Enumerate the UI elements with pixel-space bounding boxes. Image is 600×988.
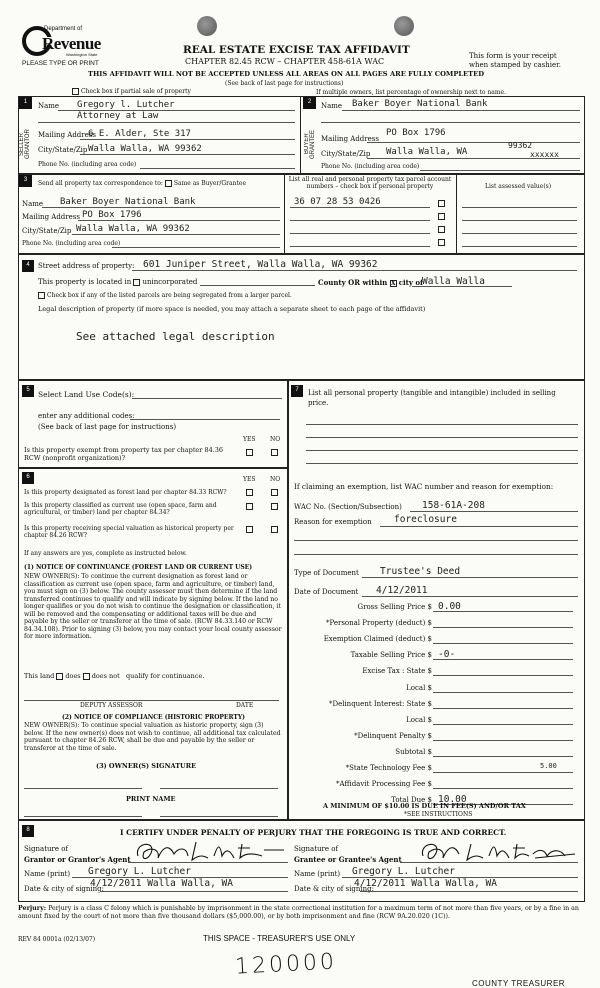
s2-mail-label: Mailing Address bbox=[321, 135, 379, 143]
taxpayer-name[interactable]: Baker Boyer National Bank bbox=[60, 197, 196, 207]
grantee-sig-label: Signature of bbox=[294, 845, 339, 853]
send-correspondence: Send all property tax correspondence to: Same as Buyer/Grantee bbox=[38, 180, 246, 187]
s2-name-label: Name bbox=[321, 102, 343, 110]
fee-row-label: Local $ bbox=[406, 683, 432, 692]
perjury-notice: Perjury: Perjury is a class C felony which is punishable by imprisonment in the state correctional institution for a maximum term of not more than five years, or by a fine in an amount fixed by the court of not more than five thousand dollars ($5,000.00), or by both imprisonment and fine (RCW 9A.20.020 (1C)). bbox=[18, 905, 579, 920]
grantee-agent-label: Grantee or Grantee's Agent bbox=[294, 855, 402, 864]
buyer-grantee-side: BUYER GRANTEE bbox=[304, 129, 316, 159]
treasurer-space: THIS SPACE - TREASURER'S USE ONLY bbox=[203, 934, 356, 943]
handwritten-number: 120000 bbox=[234, 949, 338, 980]
section-4-badge: 4 bbox=[22, 260, 34, 272]
segregated: Check box if any of the listed parcels are being segregated from a larger parcel. bbox=[38, 292, 292, 299]
dept-label: Department of bbox=[44, 26, 83, 32]
section-divider bbox=[300, 96, 301, 174]
grantee-date-label: Date & city of signing: bbox=[294, 885, 375, 893]
forest-yes-checkbox[interactable] bbox=[246, 489, 253, 496]
taxpayer-city-state-zip[interactable]: Walla Walla, WA 99362 bbox=[76, 224, 190, 234]
section-1-badge: 1 bbox=[19, 97, 32, 109]
revenue-logo bbox=[22, 24, 112, 58]
wac-number[interactable]: 158-61A-208 bbox=[422, 500, 485, 511]
s1-phone-label: Phone No. (including area code) bbox=[38, 161, 137, 168]
reason-label: Reason for exemption bbox=[294, 518, 372, 526]
doc-type-label: Type of Document bbox=[294, 569, 359, 577]
grantor-agent-label: Grantor or Grantor's Agent bbox=[24, 855, 131, 864]
parcel-number[interactable]: 36 07 28 53 0426 bbox=[294, 197, 381, 207]
section-3-badge: 3 bbox=[19, 175, 32, 187]
certify-statement: I CERTIFY UNDER PENALTY OF PERJURY THAT THE FOREGOING IS TRUE AND CORRECT. bbox=[120, 828, 507, 837]
property-location: This property is located in unincorporated bbox=[38, 278, 198, 286]
parcel-2-checkbox[interactable] bbox=[438, 213, 445, 220]
taxpayer-mailing-address[interactable]: PO Box 1796 bbox=[82, 210, 142, 220]
wac-label: WAC No. (Section/Subsection) bbox=[294, 503, 402, 511]
form-title: REAL ESTATE EXCISE TAX AFFIDAVIT bbox=[183, 44, 410, 56]
s1-name-label: Name bbox=[38, 102, 60, 110]
forest-no-checkbox[interactable] bbox=[271, 489, 278, 496]
parcel-4-checkbox[interactable] bbox=[438, 239, 445, 246]
grantor-print-name[interactable]: Gregory L. Lutcher bbox=[88, 866, 191, 877]
fee-row-value[interactable]: 0.00 bbox=[438, 601, 461, 612]
does-checkbox[interactable] bbox=[56, 673, 63, 680]
land-use-see: (See back of last page for instructions) bbox=[38, 423, 177, 431]
doc-date-label: Date of Document bbox=[294, 588, 359, 596]
s1-mail-label: Mailing Address bbox=[38, 131, 96, 139]
parcel-3-checkbox[interactable] bbox=[438, 226, 445, 233]
owner-signature-title: (3) OWNER(S) SIGNATURE bbox=[96, 762, 197, 770]
s1-city-label: City/State/Zip bbox=[38, 146, 88, 154]
current-use-yes-checkbox[interactable] bbox=[246, 503, 253, 510]
additional-codes-label: enter any additional codes: bbox=[38, 412, 135, 420]
s6-no: NO bbox=[270, 476, 281, 483]
fee-row-value[interactable]: 10.00 bbox=[438, 794, 467, 806]
fee-row-label: Subtotal $ bbox=[395, 747, 432, 756]
fee-row-label: Total Due $ bbox=[391, 796, 432, 805]
minimum-due: A MINIMUM OF $10.00 IS DUE IN FEE(S) AND/OR TAX bbox=[323, 802, 526, 810]
fee-row-label: *State Technology Fee $ bbox=[345, 764, 432, 772]
fee-row-value[interactable]: -0- bbox=[438, 649, 456, 661]
state-label: Washington State bbox=[66, 52, 98, 57]
grantor-date-label: Date & city of signing: bbox=[24, 885, 105, 893]
s2-city-label: City/State/Zip bbox=[321, 150, 371, 158]
property-city[interactable]: Walla Walla bbox=[422, 276, 485, 287]
please-type: PLEASE TYPE OR PRINT bbox=[22, 60, 99, 67]
fee-row-label: *Delinquent Penalty $ bbox=[354, 731, 432, 740]
form-chapter: CHAPTER 82.45 RCW – CHAPTER 458-61A WAC bbox=[185, 57, 385, 66]
fee-row-label: Gross Selling Price $ bbox=[357, 603, 432, 611]
notice-continuance-body: NEW OWNER(S): To continue the current designation as forest land or classification as current use (open space, farm and agriculture, or timber) land, you must sign on (3) below. The county assessor must then determine if the land transferred continues to qualify and will indicate by signing below. If the land no longer qualifies or you do not wish to continue the designation or classification, it will be removed and the compensating or additional taxes will be due and payable by the seller or transferor at the time of sale. (RCW 84.33.140 or RCW 84.34.108). Prior to signing (3) below, you may contact your local county assessor for more information. bbox=[24, 573, 282, 640]
legal-description-label: Legal description of property (if more space is needed, you may attach a separate sheet to each page of the affidavit) bbox=[38, 305, 426, 313]
s3-name-label: Name bbox=[22, 200, 44, 208]
fee-row-label: *Affidavit Processing Fee $ bbox=[336, 780, 432, 789]
deputy-assessor: DEPUTY ASSESSOR bbox=[80, 702, 143, 709]
claim-exemption-label: If claiming an exemption, list WAC number and reason for exemption: bbox=[294, 482, 554, 491]
section-6-badge: 6 bbox=[22, 472, 34, 484]
revision-code: REV 84 0001a (02/13/07) bbox=[18, 936, 96, 943]
exempt-yes-checkbox[interactable] bbox=[246, 449, 253, 456]
assessed-header: List assessed value(s) bbox=[485, 183, 552, 190]
seller-grantor-side: SELLER GRANTOR bbox=[19, 129, 31, 159]
exemption-reason[interactable]: foreclosure bbox=[394, 514, 457, 525]
s3-phone-label: Phone No. (including area code) bbox=[22, 240, 121, 247]
buyer-zip-overstrike: 99362 bbox=[508, 141, 533, 150]
partial-sale-checkbox[interactable] bbox=[72, 88, 79, 95]
receipt-line1: This form is your receipt bbox=[469, 52, 557, 60]
historic-question: Is this property receiving special valuation as historical property per chapter 84.26 RCW? bbox=[24, 525, 234, 539]
county-or-within: County OR within X city of bbox=[318, 278, 424, 287]
land-use-label: Select Land Use Code(s): bbox=[38, 390, 135, 399]
continuance-line: This land does does not qualify for continuance. bbox=[24, 672, 205, 680]
multiple-owners: If multiple owners, list percentage of ownership next to name. bbox=[316, 89, 507, 96]
fee-row-label: *Personal Property (deduct) $ bbox=[325, 619, 432, 628]
s5-no: NO bbox=[270, 436, 281, 443]
fee-row-label: Local $ bbox=[406, 715, 432, 724]
does-not-checkbox[interactable] bbox=[83, 673, 90, 680]
see-instructions: (See back of last page for instructions) bbox=[225, 80, 344, 87]
section-7-frame bbox=[288, 380, 585, 820]
personal-property-label: List all personal property (tangible and intangible) included in selling price. bbox=[308, 389, 556, 407]
fee-row-label: Taxable Selling Price $ bbox=[350, 651, 432, 660]
property-street-address[interactable]: 601 Juniper Street, Walla Walla, WA 99362 bbox=[143, 259, 378, 270]
historic-no-checkbox[interactable] bbox=[271, 526, 278, 533]
parcel-1-checkbox[interactable] bbox=[438, 200, 445, 207]
s2-phone-label: Phone No. (including area code) bbox=[321, 163, 420, 170]
punch-hole-right bbox=[394, 16, 414, 36]
buyer-zip-strikeout: xxxxxx bbox=[530, 150, 559, 159]
if-any-yes: If any answers are yes, complete as instructed below. bbox=[24, 550, 187, 557]
seller-mailing-address[interactable]: 6 E. Alder, Ste 317 bbox=[88, 129, 191, 139]
fee-row-label: *Delinquent Interest: State $ bbox=[328, 699, 432, 708]
deputy-date: DATE bbox=[236, 702, 254, 709]
grantor-signature bbox=[130, 838, 290, 864]
notice-compliance-body: NEW OWNER(S): To continue special valuation as historic property, sign (3) below. If the new owner(s) does not wish to continue, all additional tax calculated pursuant to chapter 84.26 RCW, shall be due and payable by the seller or transferor at the time of sale. bbox=[24, 722, 281, 752]
legal-description[interactable]: See attached legal description bbox=[76, 330, 275, 343]
within-city-checkbox[interactable]: X bbox=[390, 279, 396, 287]
exempt-question: Is this property exempt from property tax per chapter 84.36 RCW (nonprofit organization)? bbox=[24, 446, 224, 462]
section-4-frame bbox=[18, 254, 585, 380]
section-5-badge: 5 bbox=[22, 385, 34, 397]
revenue-wordmark: Revenue bbox=[42, 34, 101, 53]
seller-name[interactable]: Gregory l. Lutcher bbox=[77, 100, 175, 110]
fee-row-value[interactable]: 5.00 bbox=[540, 762, 557, 770]
section-7-badge: 7 bbox=[291, 385, 303, 397]
seller-name-line2[interactable]: Attorney at Law bbox=[77, 111, 159, 121]
document-type[interactable]: Trustee's Deed bbox=[380, 566, 461, 577]
historic-yes-checkbox[interactable] bbox=[246, 526, 253, 533]
notice-continuance-title: (1) NOTICE OF CONTINUANCE (FOREST LAND OR CURRENT USE) bbox=[24, 564, 253, 571]
parcel-header: List all real and personal property tax parcel account numbers – check box if personal property bbox=[288, 176, 452, 190]
section-2-badge: 2 bbox=[303, 97, 316, 109]
section-8-badge: 8 bbox=[22, 825, 34, 837]
same-as-buyer-checkbox[interactable] bbox=[165, 180, 172, 187]
punch-hole-left bbox=[197, 16, 217, 36]
seller-city-state-zip[interactable]: Walla Walla, WA 99362 bbox=[88, 144, 202, 154]
grantor-name-label: Name (print) bbox=[24, 870, 71, 878]
s3-city-label: City/State/Zip bbox=[22, 227, 72, 235]
partial-sale: Check box if partial sale of property bbox=[72, 88, 191, 95]
fee-row-label: Exemption Claimed (deduct) $ bbox=[323, 635, 432, 644]
county-treasurer: COUNTY TREASURER bbox=[472, 979, 566, 988]
segregated-checkbox[interactable] bbox=[38, 292, 45, 299]
unincorporated-checkbox[interactable] bbox=[133, 279, 140, 286]
buyer-name[interactable]: Baker Boyer National Bank bbox=[352, 99, 488, 109]
print-name: PRINT NAME bbox=[126, 795, 176, 803]
grantor-sig-label: Signature of bbox=[24, 845, 69, 853]
grantor-date-city[interactable]: 4/12/2011 Walla Walla, WA bbox=[90, 878, 233, 889]
s5-yes: YES bbox=[243, 436, 256, 443]
see-star-instructions: *SEE INSTRUCTIONS bbox=[404, 811, 473, 818]
current-use-no-checkbox[interactable] bbox=[271, 503, 278, 510]
document-date[interactable]: 4/12/2011 bbox=[376, 585, 428, 596]
street-label: Street address of property: bbox=[38, 262, 135, 270]
grantee-name-label: Name (print) bbox=[294, 870, 341, 878]
exempt-no-checkbox[interactable] bbox=[271, 449, 278, 456]
buyer-city-state[interactable]: Walla Walla, WA bbox=[386, 147, 468, 157]
fee-row-label: Excise Tax : State $ bbox=[362, 667, 432, 676]
current-use-question: Is this property classified as current use (open space, farm and agricultural, or timber) land per chapter 84.34? bbox=[24, 502, 217, 516]
grantee-date-city[interactable]: 4/12/2011 Walla Walla, WA bbox=[354, 878, 497, 889]
s3-mail-label: Mailing Address bbox=[22, 213, 80, 221]
notice-compliance-title: (2) NOTICE OF COMPLIANCE (HISTORIC PROPERTY) bbox=[62, 714, 245, 721]
forest-question: Is this property designated as forest land per chapter 84.33 RCW? bbox=[24, 489, 227, 496]
warning-banner: THIS AFFIDAVIT WILL NOT BE ACCEPTED UNLESS ALL AREAS ON ALL PAGES ARE FULLY COMPLETED bbox=[88, 70, 485, 78]
grantee-print-name[interactable]: Gregory L. Lutcher bbox=[352, 866, 455, 877]
receipt-line2: when stamped by cashier. bbox=[469, 61, 561, 69]
buyer-mailing-address[interactable]: PO Box 1796 bbox=[386, 128, 446, 138]
s6-yes: YES bbox=[243, 476, 256, 483]
